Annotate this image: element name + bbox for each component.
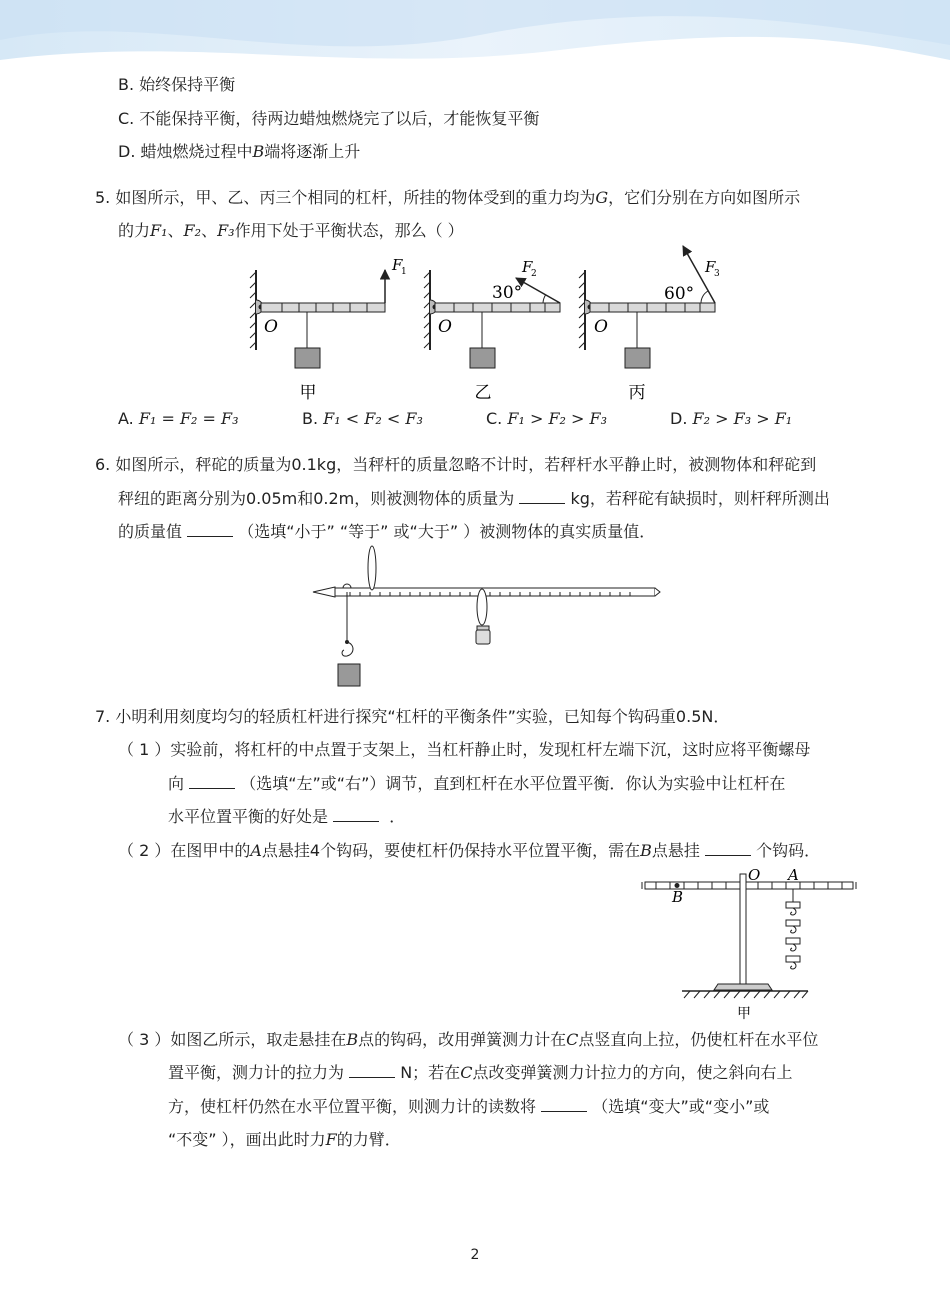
q7-part3-line3 <box>168 1096 769 1118</box>
answer-blank[interactable] <box>189 774 235 789</box>
f1-sub: 1 <box>401 267 407 277</box>
caption-jia: 甲 <box>299 383 317 403</box>
letter: C. <box>486 409 503 428</box>
text: （ 2 ）在图甲中的 <box>118 841 251 860</box>
f2-sub: 2 <box>531 269 537 279</box>
text: 个钩码． <box>756 841 821 860</box>
text: ，它们分别在方向如图所示 <box>608 188 801 207</box>
text: 的质量值 <box>118 522 183 541</box>
q7-part3-line1 <box>118 1029 818 1051</box>
q7-part1-line3 <box>168 806 405 828</box>
q7-part2 <box>118 840 820 862</box>
f1-label: F <box>392 256 403 274</box>
sep: 、 <box>167 221 184 240</box>
q5-stem-line1 <box>95 187 800 209</box>
q5-lever-figure <box>240 240 730 405</box>
text: 的力臂． <box>336 1130 401 1149</box>
q6-stem-line3 <box>118 521 655 543</box>
var-g: G <box>595 188 609 207</box>
var-f1: F₁ <box>150 221 168 240</box>
answer-blank[interactable] <box>349 1063 395 1078</box>
text: D. 蜡烛燃烧过程中 <box>118 142 253 161</box>
var-f3: F₃ <box>217 221 235 240</box>
text: N；若在 <box>400 1063 461 1082</box>
q7-part1-line2 <box>168 773 785 795</box>
text: 点的钩码，改用弹簧测力计在 <box>358 1030 567 1049</box>
var-f: F <box>325 1130 337 1149</box>
angle-60-label: 60° <box>664 284 695 304</box>
text: ． <box>389 807 406 826</box>
text: kg，若秤砣有缺损时，则杆秤所测出 <box>570 489 830 508</box>
letter: D. <box>670 409 688 428</box>
q6-stem-line1: 6. 如图所示，秤砣的质量为0.1kg，当秤杆的质量忽略不计时，若秤杆水平静止时，被测物体和秤砣到 <box>95 455 817 474</box>
expr: F₁ > F₂ > F₃ <box>507 409 608 428</box>
text: 端将逐渐上升 <box>264 142 361 161</box>
q6-stem-line2 <box>118 488 830 510</box>
q5-option-a <box>118 408 239 430</box>
label-b: B <box>672 888 684 906</box>
text: “不变” ），画出此时力 <box>168 1130 326 1149</box>
text: （选填“变大”或“变小”或 <box>592 1097 770 1116</box>
var-b: B <box>346 1030 359 1049</box>
f3-label: F <box>705 258 716 276</box>
answer-blank[interactable] <box>333 807 379 822</box>
q5-stem-line2 <box>118 220 464 242</box>
caption-yi: 乙 <box>474 383 492 403</box>
letter: A. <box>118 409 134 428</box>
header-banner <box>0 0 950 70</box>
q7-lever-stand-figure <box>640 864 860 1024</box>
expr: F₁ < F₂ < F₃ <box>323 409 423 428</box>
expr: F₂ > F₃ > F₁ <box>692 409 793 428</box>
q6-steelyard-figure <box>305 542 665 692</box>
q5-option-c <box>486 408 607 430</box>
text: 点悬挂 <box>651 841 700 860</box>
answer-blank[interactable] <box>519 489 565 504</box>
caption-bing: 丙 <box>628 383 646 403</box>
text: （ 3 ）如图乙所示，取走悬挂在 <box>118 1030 347 1049</box>
expr: F₁ = F₂ = F₃ <box>138 409 239 428</box>
lever-bing <box>579 246 720 403</box>
text: 秤纽的距离分别为0.05m和0.2m，则被测物体的质量为 <box>118 489 515 508</box>
f3-sub: 3 <box>714 269 720 279</box>
var-b: B <box>252 142 265 161</box>
hooked-weights <box>786 889 800 969</box>
q4-option-c: C. 不能保持平衡，待两边蜡烛燃烧完了以后，才能恢复平衡 <box>118 109 540 128</box>
text: （选填“左”或“右”）调节，直到杠杆在水平位置平衡．你认为实验中让杠杆在 <box>240 774 786 793</box>
text: 向 <box>168 774 185 793</box>
text: 水平位置平衡的好处是 <box>168 807 329 826</box>
answer-blank[interactable] <box>541 1097 587 1112</box>
lever-jia <box>250 256 407 403</box>
letter: B. <box>302 409 319 428</box>
pivot-o-label: O <box>264 317 278 337</box>
text: 作用下处于平衡状态，那么（ ） <box>234 221 464 240</box>
text: 点竖直向上拉，仍使杠杆在水平位 <box>578 1030 819 1049</box>
var-c: C <box>460 1063 473 1082</box>
text: 点悬挂4个钩码，要使杠杆仍保持水平位置平衡，需在 <box>261 841 641 860</box>
q4-option-d <box>118 141 360 163</box>
text: 5. 如图所示，甲、乙、丙三个相同的杠杆，所挂的物体受到的重力均为 <box>95 188 596 207</box>
q7-part1-line1: （ 1 ）实验前，将杠杆的中点置于支架上，当杠杆静止时，发现杠杆左端下沉，这时应将平衡螺母 <box>118 740 811 759</box>
q5-option-d <box>670 408 792 430</box>
q7-stem: 7. 小明利用刻度均匀的轻质杠杆进行探究“杠杆的平衡条件”实验，已知每个钩码重0.5N． <box>95 707 730 726</box>
var-f2: F₂ <box>183 221 202 240</box>
caption-jia: 甲 <box>737 1006 751 1022</box>
var-b: B <box>640 841 652 860</box>
q5-option-b <box>302 408 423 430</box>
var-c: C <box>566 1030 579 1049</box>
var-a: A <box>250 841 262 860</box>
q7-part3-line2 <box>168 1062 792 1084</box>
pivot-o-label: O <box>594 317 608 337</box>
label-a: A <box>788 866 799 884</box>
answer-blank[interactable] <box>187 522 233 537</box>
q4-option-b: B. 始终保持平衡 <box>118 75 236 94</box>
text: （选填“小于” “等于” 或“大于” ）被测物体的真实质量值． <box>238 522 656 541</box>
angle-30-label: 30° <box>492 283 523 303</box>
page-number: 2 <box>470 1247 480 1263</box>
text: 方，使杠杆仍然在水平位置平衡，则测力计的读数将 <box>168 1097 537 1116</box>
f2-label: F <box>522 258 533 276</box>
text: 的力 <box>118 221 151 240</box>
q7-part3-line4 <box>168 1129 401 1151</box>
answer-blank[interactable] <box>705 841 751 856</box>
label-o: O <box>748 866 761 884</box>
text: 点改变弹簧测力计拉力的方向，使之斜向右上 <box>472 1063 793 1082</box>
text: 置平衡，测力计的拉力为 <box>168 1063 345 1082</box>
pivot-o-label: O <box>438 317 452 337</box>
sep: 、 <box>201 221 218 240</box>
lever-yi <box>424 258 560 403</box>
